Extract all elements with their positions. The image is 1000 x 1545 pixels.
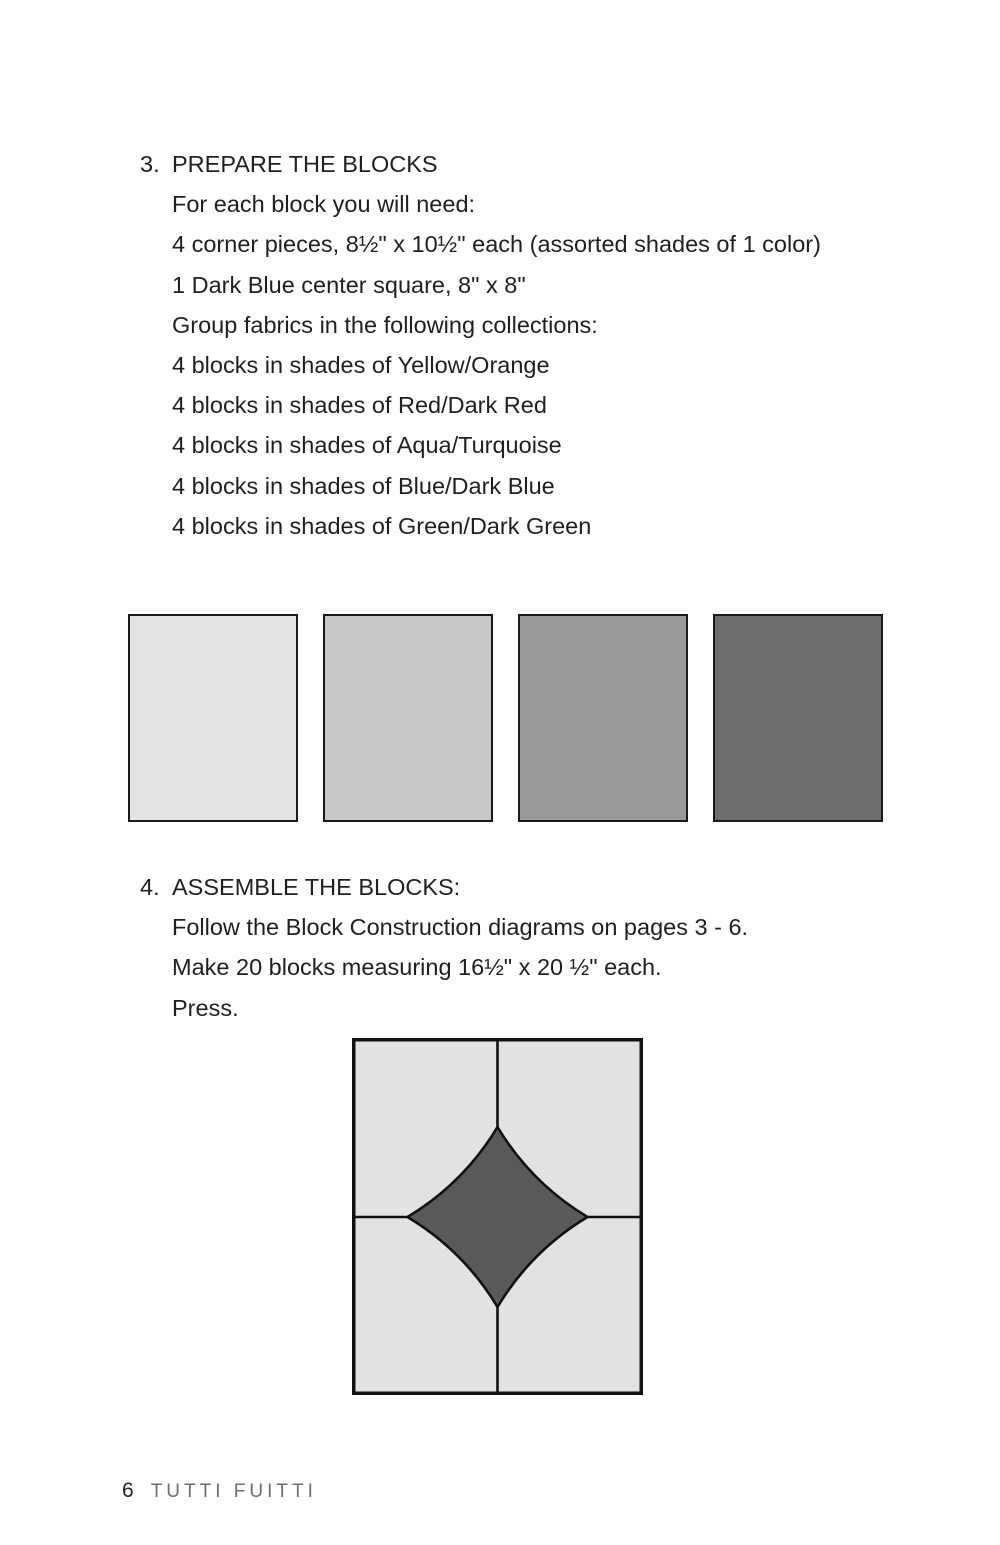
section-title: ASSEMBLE THE BLOCKS:	[172, 874, 461, 900]
instruction-line: 1 Dark Blue center square, 8" x 8"	[172, 271, 526, 298]
page-footer	[122, 1479, 317, 1503]
instruction-line: Group fabrics in the following collections:	[172, 311, 598, 338]
instruction-line: Make 20 blocks measuring 16½" x 20 ½" each.	[172, 954, 662, 981]
section-heading	[140, 867, 748, 907]
instruction-line: 4 blocks in shades of Yellow/Orange	[172, 352, 550, 379]
page-number: 6	[122, 1479, 134, 1502]
fabric-swatch-lightest	[128, 614, 298, 822]
section-title: PREPARE THE BLOCKS	[172, 151, 438, 177]
section-prepare-blocks	[140, 144, 821, 546]
section-heading	[140, 144, 821, 184]
instruction-line: 4 blocks in shades of Aqua/Turquoise	[172, 432, 562, 459]
instruction-line: For each block you will need:	[172, 191, 476, 218]
instruction-line: 4 blocks in shades of Green/Dark Green	[172, 512, 592, 539]
instruction-line: Press.	[172, 994, 239, 1021]
section-number: 3.	[140, 151, 160, 177]
fabric-swatch-dark	[713, 614, 883, 822]
instruction-line: 4 corner pieces, 8½" x 10½" each (assorted shades of 1 color)	[172, 231, 821, 258]
fabric-swatch-medium	[518, 614, 688, 822]
fabric-shade-swatches	[128, 614, 883, 822]
booklet-title: TUTTI FUITTI	[150, 1481, 317, 1502]
instruction-line: Follow the Block Construction diagrams on pages 3 - 6.	[172, 914, 749, 941]
section-number: 4.	[140, 874, 160, 900]
instruction-line: 4 blocks in shades of Blue/Dark Blue	[172, 472, 555, 499]
fabric-swatch-light	[323, 614, 493, 822]
instruction-line: 4 blocks in shades of Red/Dark Red	[172, 392, 547, 419]
section-assemble-blocks	[140, 867, 748, 1028]
quilt-block-diagram	[352, 1038, 643, 1395]
